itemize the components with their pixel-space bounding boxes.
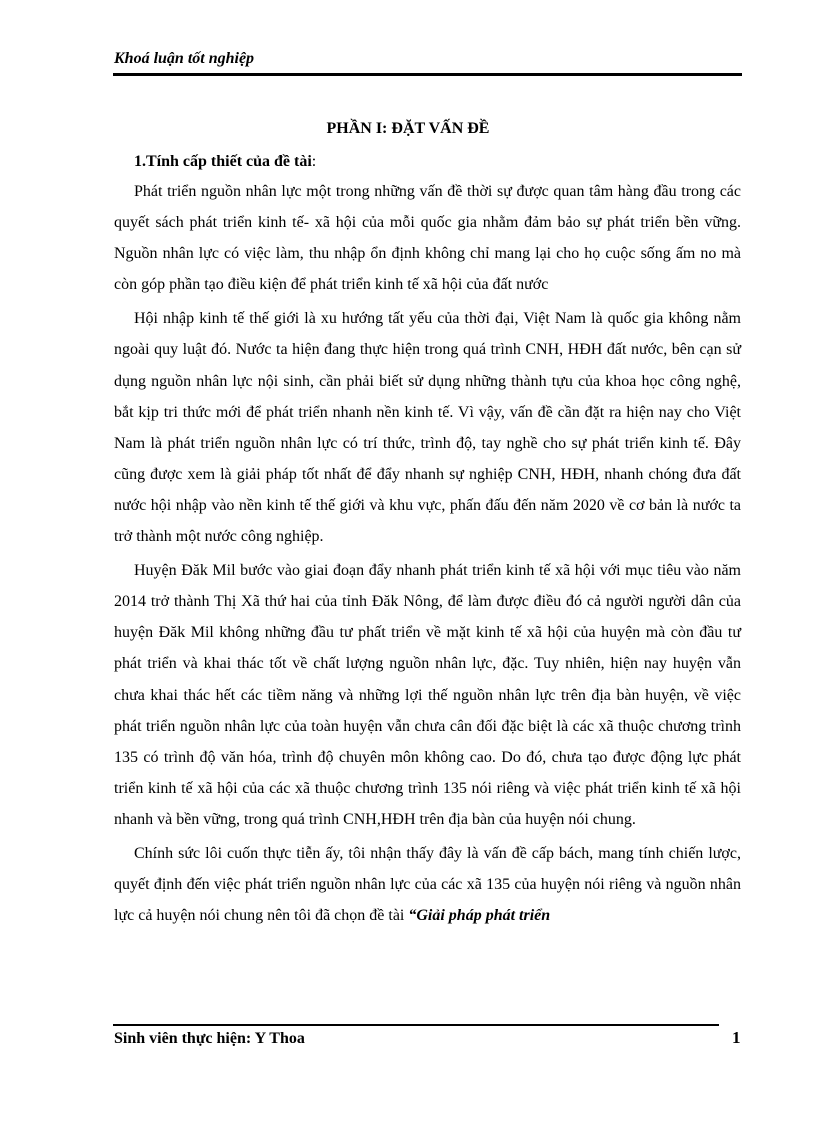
paragraph: Huyện Đăk Mil bước vào giai đoạn đẩy nhanh phát triển kinh tế xã hội với mục tiêu vào năm 2014 trở thành Thị Xã thứ hai của tỉnh Đăk Nông, để làm được điều đó cả người người dân của huyện Đăk Mil không những đầu tư phất triển về mặt kinh tế xã hội của huyện mà còn đầu tư phát triển và khai thác tốt về chất lượng nguồn nhân lực, đặc. Tuy nhiên, hiện nay huyện vẫn chưa khai thác hết các tiềm năng và những lợi thế nguồn nhân lực trên địa bàn huyện, về việc phát triển nguồn nhân lực của toàn huyện vẫn chưa cân đối đặc biệt là các xã thuộc chương trình 135 có trình độ văn hóa, trình độ chuyên môn không cao. Do đó, chưa tạo được động lực phát triển kinh tế xã hội của các xã thuộc chương trình 135 nói riêng và việc phát triển kinh tế xã hội nhanh và bền vững, trong quá trình CNH,HĐH trên địa bàn của huyện nói chung. — [114, 562, 741, 828]
header-rule — [113, 73, 742, 76]
paragraph: Phát triển nguồn nhân lực một trong những vấn đề thời sự được quan tâm hàng đầu trong các quyết sách phát triển kinh tế- xã hội của mỗi quốc gia nhằm đảm bảo sự phát triển bền vững. Nguồn nhân lực có việc làm, thu nhập ổn định không chỉ mang lại cho họ cuộc sống ấm no mà còn góp phần tạo điều kiện để phát triển kinh tế xã hội của đất nước — [114, 183, 741, 294]
footer-author: Sinh viên thực hiện: Y Thoa — [114, 1030, 305, 1047]
section-title: PHẦN I: ĐẶT VẤN ĐỀ — [326, 120, 490, 137]
paragraph-last — [114, 838, 741, 931]
subheading-text: 1.Tính cấp thiết của đề tài — [134, 153, 312, 170]
paragraph-last-text: Chính sức lôi cuốn thực tiễn ấy, tôi nhận thấy đây là vấn đề cấp bách, mang tính chiến lược, quyết định đến việc phát triển nguồn nhân lực của các xã 135 của huyện nói riêng và nguồn nhân lực cả huyện nói chung nên tôi đã chọn đề tài — [114, 844, 741, 925]
subheading-colon: : — [311, 153, 317, 170]
header-title: Khoá luận tốt nghiệp — [114, 50, 255, 67]
subheading — [134, 153, 316, 171]
footer-rule — [113, 1024, 719, 1026]
topic-title-emphasis: “Giải pháp phát triển — [408, 907, 551, 925]
page-number: 1 — [732, 1028, 741, 1047]
paragraph: Hội nhập kinh tế thế giới là xu hướng tất yếu của thời đại, Việt Nam là quốc gia không nằm ngoài quy luật đó. Nước ta hiện đang thực hiện trong quá trình CNH, HĐH đất nước, bên cạn sử dụng nguồn nhân lực nội sinh, cần phải biết sử dụng những thành tựu của khoa học công nghệ, bắt kịp tri thức mới để phát triển nhanh nền kinh tế. Vì vậy, vấn đề cần đặt ra hiện nay cho Việt Nam là phát triển nguồn nhân lực có trí thức, trình độ, tay nghề cho sự phát triển kinh tế. Đây cũng được xem là giải pháp tốt nhất để đẩy nhanh sự nghiệp CNH, HĐH, nhanh chóng đưa đất nước hội nhập vào nền kinh tế thế giới và khu vực, phấn đấu đến năm 2020 về cơ bản là nước ta trở thành một nước công nghiệp. — [114, 310, 741, 546]
body-content — [114, 176, 741, 931]
